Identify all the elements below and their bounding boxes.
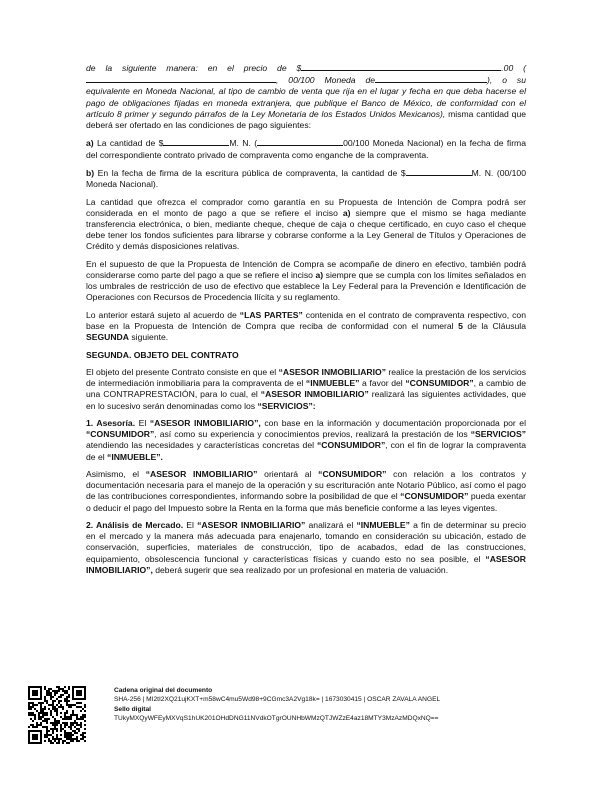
qr-code-icon <box>28 686 86 744</box>
advisory-paragraph: 1. Asesoría. El “ASESOR INMOBILIARIO”, con base en la información y documentación proporcionada por el “CONSUMIDOR”, así como su experiencia y conocimientos previos, realizará la prestación de los “SERVICIOS” atendiendo las necesidades y características concretas del “CONSUMIDOR”, con el fin de lograr la compraventa de el “INMUEBLE”. <box>86 417 526 462</box>
payment-item-a: a) La cantidad de $ M. N. ( 00/100 Moneda Nacional) en la fecha de firma del correspondiente contrato privado de compraventa como enganche de la compraventa. <box>86 138 526 160</box>
price-words-blank <box>86 74 276 83</box>
price-paragraph: de la siguiente manera: en el precio de $ .00 (, 00/100 Moneda de ), o su equivalente en Moneda Nacional, al tipo de cambio de venta que rija en el lugar y fecha en que deba hacerse el pago de obligaciones fijadas en moneda extranjera, que publique el Banco de México, de conformidad con el artículo 8 primer y segundo párrafos de la Ley Monetaria de los Estados Unidos Mexicanos), misma cantidad que deberá ser ofertado en las condiciones de pago siguientes: <box>86 63 527 131</box>
cash-paragraph: En el supuesto de que la Propuesta de Intención de Compra se acompañe de dinero en efectivo, también podrá considerarse como parte del pago a que se refiere el inciso a) siempre que se cumpla con los límites señalados en los umbrales de restricción de uso de efectivo que establece la Ley Federal para la Prevención e Identificación de Operaciones con Recursos de Procedencia Ilícita y su reglamento. <box>86 258 526 303</box>
amount-a-blank <box>163 137 229 146</box>
digital-signature-block <box>114 686 594 723</box>
signature-footer <box>28 686 588 746</box>
amount-b-blank <box>406 167 472 176</box>
guarantee-paragraph: La cantidad que ofrezca el comprador como garantía en su Propuesta de Intención de Compra podrá ser considerada en el monto de pago a que se refiere el inciso a) siempre que el mismo se haga mediante transferencia electrónica, o bien, mediante cheque, cheque de caja o cheque certificado, en cuyo caso el cheque debe tener los fondos suficientes para librarse y cobrarse conforme a la Ley General de Títulos y Operaciones de Crédito y demás disposiciones relativas. <box>86 196 527 252</box>
section-heading: SEGUNDA. OBJETO DEL CONTRATO <box>86 349 239 360</box>
currency-blank <box>375 74 487 83</box>
object-paragraph: El objeto del presente Contrato consiste en que el “ASESOR INMOBILIARIO” realice la prestación de los servicios de intermediación inmobiliaria para la compraventa de el “INMUEBLE” a favor del “CONSUMIDOR”, a cambio de una CONTRAPRESTACIÓN, para lo cual, el “ASESOR INMOBILIARIO” realizará las siguientes actividades, que en lo sucesivo serán denominadas como los “SERVICIOS”: <box>86 366 527 411</box>
payment-item-b: b) En la fecha de firma de la escritura pública de compraventa, la cantidad de $ M. N. (00/100 Moneda Nacional). <box>86 168 526 190</box>
price-blank <box>301 62 501 71</box>
cadena-value: SHA-256 | MI2tI2XQ21ujKXT+m58wC4mu5Wd98+9CGmc3A2Vg18k= | 1673030415 | OSCAR ZAVALA ANGEL <box>114 696 441 704</box>
orientation-paragraph: Asimismo, el “ASESOR INMOBILIARIO” orientará al “CONSUMIDOR” con relación a los contratos y documentación necesaria para el manejo de la operación y su escrituración ante Notario Público, así como el pago de las contribuciones correspondientes, informando sobre la posibilidad de que el “CONSUMIDOR” pueda exentar o deducir el pago del Impuesto sobre la Renta en la forma que más beneficie conforme a las leyes vigentes. <box>86 468 526 513</box>
sello-label: Sello digital <box>114 705 152 713</box>
agreement-paragraph: Lo anterior estará sujeto al acuerdo de “LAS PARTES” contenida en el contrato de compraventa respectivo, con base en la Propuesta de Intención de Compra que reciba de conformidad con el numeral 5 de la Cláusula SEGUNDA siguiente. <box>86 309 526 343</box>
sello-value: TUkyMXQyWFEyMXVqS1hUK201OHdDNG11NVdkOTgrOUNHbWMzQTJWZzE4az18MTY3MzAzMDQxNQ== <box>114 714 439 722</box>
cadena-label: Cadena original del documento <box>114 687 213 694</box>
amount-a-words-blank <box>257 137 343 146</box>
document-body <box>86 62 526 582</box>
market-analysis-paragraph: 2. Análisis de Mercado. El “ASESOR INMOBILIARIO” analizará el “INMUEBLE” a fin de determinar su precio en el mercado y la manera más adecuada para enajenarlo, tomando en consideración su ubicación, estado de conservación, superficies, materiales de construcción, tipo de acabados, edad de las construcciones, equipamiento, obsolescencia funcional y características físicas y cuando esto no sea posible, el “ASESOR INMOBILIARIO”, deberá sugerir que sea realizado por un profesional en materia de valuación. <box>86 519 526 575</box>
